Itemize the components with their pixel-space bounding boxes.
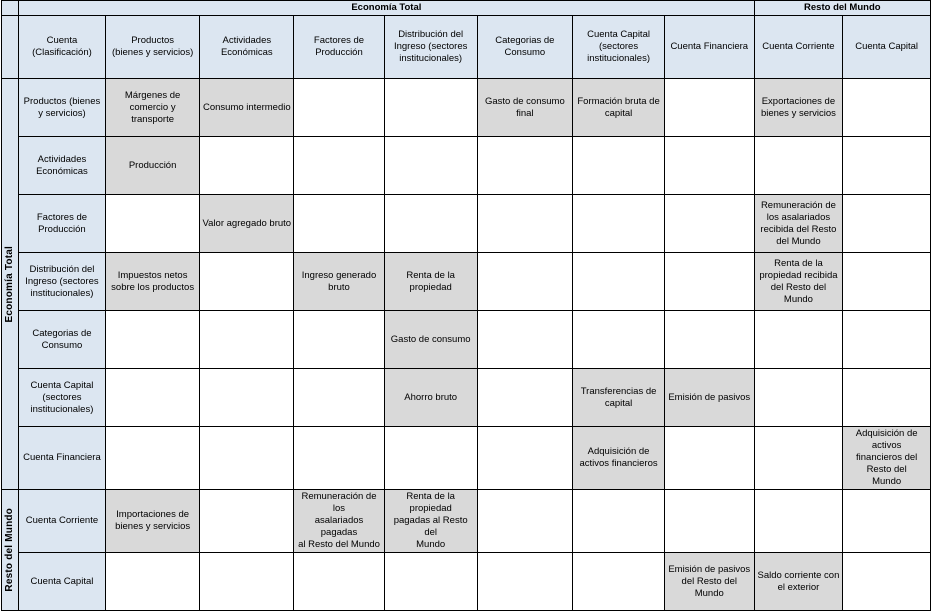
matrix-cell-empty [843, 253, 931, 311]
matrix-cell-empty [754, 369, 843, 427]
matrix-cell-empty [294, 427, 385, 490]
matrix-cell-empty [664, 195, 754, 253]
matrix-cell-empty [200, 369, 294, 427]
matrix-body [2, 1, 931, 611]
matrix-cell-filled: Márgenes de comercio y transporte [105, 79, 200, 137]
matrix-cell-empty [384, 137, 477, 195]
matrix-cell-empty [200, 427, 294, 490]
column-header: Cuenta (Clasificación) [19, 16, 106, 79]
column-header-row [2, 16, 931, 79]
matrix-cell-empty [477, 369, 573, 427]
matrix-cell-empty [664, 490, 754, 553]
matrix-cell-empty [754, 427, 843, 490]
matrix-cell-empty [754, 311, 843, 369]
matrix-cell-filled: Formación bruta de capital [573, 79, 665, 137]
matrix-cell-filled: Consumo intermedio [200, 79, 294, 137]
matrix-cell-empty [843, 195, 931, 253]
matrix-cell-filled: Impuestos netos sobre los productos [105, 253, 200, 311]
matrix-cell-filled: Gasto de consumo [384, 311, 477, 369]
matrix-cell-empty [294, 137, 385, 195]
matrix-cell-empty [843, 490, 931, 553]
matrix-cell-empty [200, 490, 294, 553]
matrix-cell-empty [384, 427, 477, 490]
matrix-cell-filled: Renta de la propiedad recibida del Resto del Mundo [754, 253, 843, 311]
matrix-cell-empty [105, 311, 200, 369]
row-header: Categorias de Consumo [19, 311, 106, 369]
matrix-cell-filled: Transferencias de capital [573, 369, 665, 427]
matrix-cell-filled: Valor agregado bruto [200, 195, 294, 253]
matrix-row [2, 79, 931, 137]
column-header: Cuenta Financiera [664, 16, 754, 79]
matrix-cell-empty [664, 137, 754, 195]
matrix-row [2, 253, 931, 311]
matrix-cell-empty [754, 490, 843, 553]
matrix-cell-filled: Renta de la propiedad [384, 253, 477, 311]
column-header: Factores de Producción [294, 16, 385, 79]
matrix-cell-empty [573, 253, 665, 311]
side-label-text: Resto del Mundo [4, 508, 16, 592]
row-header: Cuenta Capital [19, 553, 106, 611]
matrix-cell-empty [384, 79, 477, 137]
group-header-row [2, 1, 931, 16]
row-header: Actividades Económicas [19, 137, 106, 195]
matrix-cell-empty [105, 195, 200, 253]
column-header: Actividades Económicas [200, 16, 294, 79]
matrix-cell-empty [843, 311, 931, 369]
matrix-cell-empty [200, 311, 294, 369]
matrix-cell-empty [664, 253, 754, 311]
matrix-cell-filled: Emisión de pasivos [664, 369, 754, 427]
matrix-cell-empty [573, 553, 665, 611]
social-accounting-matrix [1, 0, 931, 611]
matrix-cell-filled: Ingreso generado bruto [294, 253, 385, 311]
matrix-cell-empty [477, 195, 573, 253]
matrix-cell-empty [294, 369, 385, 427]
column-header: Distribución del Ingreso (sectores institucionales) [384, 16, 477, 79]
column-header: Productos (bienes y servicios) [105, 16, 200, 79]
matrix-cell-empty [294, 79, 385, 137]
matrix-cell-empty [105, 427, 200, 490]
row-header: Cuenta Financiera [19, 427, 106, 490]
matrix-cell-filled: Ahorro bruto [384, 369, 477, 427]
side-label-text: Economía Total [4, 245, 16, 323]
matrix-cell-empty [384, 195, 477, 253]
matrix-cell-empty [294, 553, 385, 611]
side-label-economia-total [2, 79, 19, 490]
matrix-cell-filled: Gasto de consumo final [477, 79, 573, 137]
matrix-cell-empty [294, 311, 385, 369]
row-header: Cuenta Capital (sectores institucionales) [19, 369, 106, 427]
matrix-cell-filled: Saldo corriente con el exterior [754, 553, 843, 611]
matrix-cell-filled: Adquisición de activos financieros del Resto del Mundo [843, 427, 931, 490]
matrix-cell-filled: Remuneración de los asalariados recibida del Resto del Mundo [754, 195, 843, 253]
matrix-cell-filled: Adquisición de activos financieros [573, 427, 665, 490]
matrix-cell-filled: Remuneración de los asalariados pagadas al Resto del Mundo [294, 490, 385, 553]
matrix-row [2, 369, 931, 427]
matrix-row [2, 553, 931, 611]
matrix-cell-filled: Importaciones de bienes y servicios [105, 490, 200, 553]
matrix-row [2, 311, 931, 369]
matrix-cell-empty [105, 369, 200, 427]
column-header: Cuenta Capital (sectores institucionales) [573, 16, 665, 79]
matrix-cell-empty [754, 137, 843, 195]
matrix-row [2, 427, 931, 490]
matrix-cell-empty [200, 137, 294, 195]
row-header: Factores de Producción [19, 195, 106, 253]
matrix-cell-empty [477, 137, 573, 195]
matrix-cell-empty [843, 553, 931, 611]
matrix-cell-empty [477, 553, 573, 611]
matrix-cell-empty [664, 79, 754, 137]
matrix-cell-empty [477, 427, 573, 490]
matrix-cell-empty [477, 311, 573, 369]
matrix-cell-filled: Renta de la propiedad pagadas al Resto del Mundo [384, 490, 477, 553]
matrix-cell-empty [105, 553, 200, 611]
matrix-cell-filled: Producción [105, 137, 200, 195]
matrix-cell-empty [664, 427, 754, 490]
matrix-cell-empty [573, 195, 665, 253]
row-header: Distribución del Ingreso (sectores institucionales) [19, 253, 106, 311]
matrix-cell-empty [477, 253, 573, 311]
row-header: Cuenta Corriente [19, 490, 106, 553]
matrix-row [2, 195, 931, 253]
side-header-blank [2, 16, 19, 79]
row-header: Productos (bienes y servicios) [19, 79, 106, 137]
column-header: Cuenta Capital [843, 16, 931, 79]
column-header: Cuenta Corriente [754, 16, 843, 79]
matrix-cell-filled: Exportaciones de bienes y servicios [754, 79, 843, 137]
matrix-row [2, 137, 931, 195]
matrix-cell-empty [573, 137, 665, 195]
group-economia-total: Economía Total [19, 1, 754, 16]
matrix-cell-empty [200, 553, 294, 611]
group-resto-del-mundo: Resto del Mundo [754, 1, 930, 16]
matrix-cell-empty [384, 553, 477, 611]
matrix-cell-empty [664, 311, 754, 369]
matrix-cell-empty [294, 195, 385, 253]
matrix-cell-empty [843, 137, 931, 195]
matrix-cell-empty [477, 490, 573, 553]
corner-blank [2, 1, 19, 16]
column-header: Categorias de Consumo [477, 16, 573, 79]
matrix-cell-empty [843, 369, 931, 427]
matrix-row [2, 490, 931, 553]
matrix-cell-empty [573, 311, 665, 369]
side-label-resto-del-mundo [2, 490, 19, 611]
matrix-cell-empty [843, 79, 931, 137]
matrix-cell-empty [573, 490, 665, 553]
matrix-cell-empty [200, 253, 294, 311]
matrix-cell-filled: Emisión de pasivos del Resto del Mundo [664, 553, 754, 611]
